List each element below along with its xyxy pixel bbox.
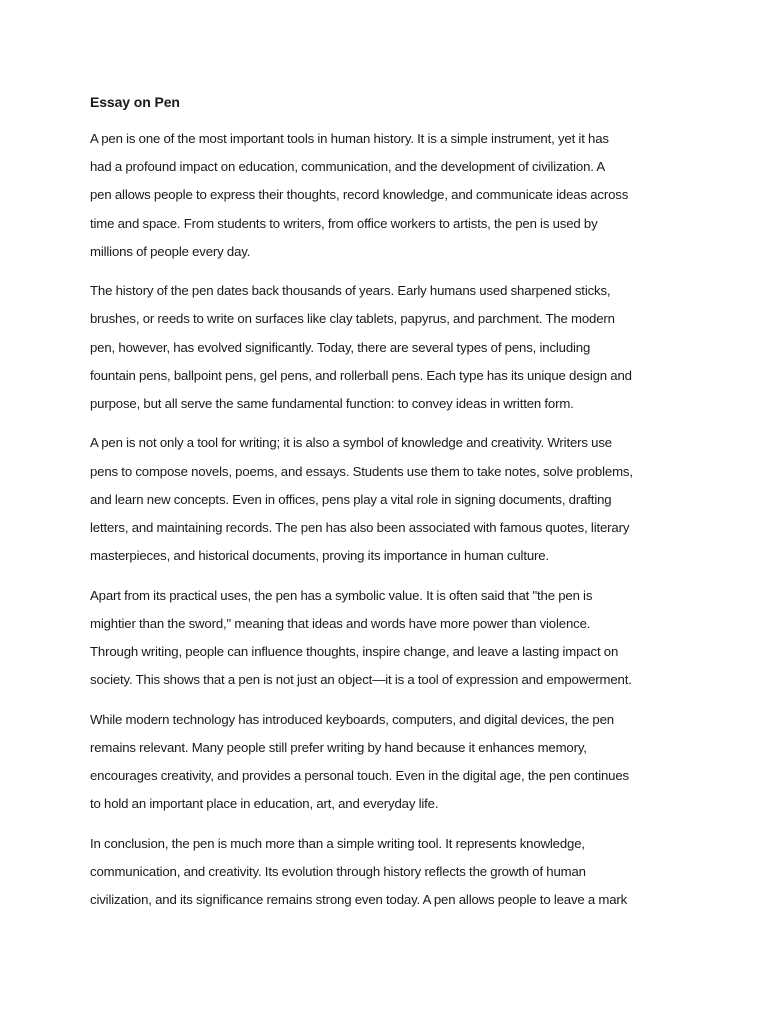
text-line: society. This shows that a pen is not just an object—it is a tool of expression and empowerment. (90, 672, 632, 688)
text-line: A pen is one of the most important tools in human history. It is a simple instrument, yet it has (90, 131, 609, 146)
text-line: and learn new concepts. Even in offices, pens play a vital role in signing documents, drafting (90, 491, 612, 507)
document-title: Essay on Pen (90, 94, 180, 110)
text-line: communication, and creativity. Its evolution through history reflects the growth of human (90, 863, 586, 879)
text-line: Through writing, people can influence thoughts, inspire change, and leave a lasting impact on (90, 644, 619, 660)
text-line: purpose, but all serve the same fundamental function: to convey ideas in written form. (90, 395, 574, 411)
text-line: While modern technology has introduced keyboards, computers, and digital devices, the pen (90, 711, 614, 727)
text-line: millions of people every day. (90, 243, 251, 259)
text-line: letters, and maintaining records. The pen has also been associated with famous quotes, literary (90, 520, 630, 536)
paragraph-introduction (90, 125, 682, 266)
text-line: pen, however, has evolved significantly. Today, there are several types of pens, including (90, 339, 591, 355)
text-line: had a profound impact on education, communication, and the development of civilization. A (90, 159, 606, 175)
text-line: Apart from its practical uses, the pen has a symbolic value. It is often said that "the pen is (90, 587, 593, 603)
paragraph-conclusion (90, 830, 682, 915)
text-line: fountain pens, ballpoint pens, gel pens, and rollerball pens. Each type has its unique design and (90, 367, 632, 383)
text-line: The history of the pen dates back thousands of years. Early humans used sharpened sticks, (90, 283, 611, 299)
paragraph-modern-technology (90, 706, 682, 819)
text-line: time and space. From students to writers, from office workers to artists, the pen is used by (90, 215, 598, 231)
text-line: mightier than the sword," meaning that ideas and words have more power than violence. (90, 615, 591, 631)
paragraph-symbol-of-knowledge (90, 429, 682, 570)
text-line: encourages creativity, and provides a personal touch. Even in the digital age, the pen continues (90, 768, 629, 784)
text-line: In conclusion, the pen is much more than a simple writing tool. It represents knowledge, (90, 835, 585, 851)
text-line: A pen is not only a tool for writing; it is also a symbol of knowledge and creativity. Writers use (90, 435, 612, 451)
text-line: to hold an important place in education, art, and everyday life. (90, 796, 439, 812)
text-line: remains relevant. Many people still prefer writing by hand because it enhances memory, (90, 739, 587, 755)
paragraph-symbolic-value (90, 582, 682, 695)
text-line: masterpieces, and historical documents, proving its importance in human culture. (90, 548, 549, 564)
paragraph-history (90, 277, 682, 418)
text-line: pens to compose novels, poems, and essays. Students use them to take notes, solve problems, (90, 463, 633, 479)
text-line: pen allows people to express their thoughts, record knowledge, and communicate ideas across (90, 187, 629, 203)
document-body (90, 90, 682, 926)
text-line: brushes, or reeds to write on surfaces like clay tablets, papyrus, and parchment. The modern (90, 311, 615, 327)
text-line: civilization, and its significance remains strong even today. A pen allows people to leave a mark (90, 892, 628, 908)
